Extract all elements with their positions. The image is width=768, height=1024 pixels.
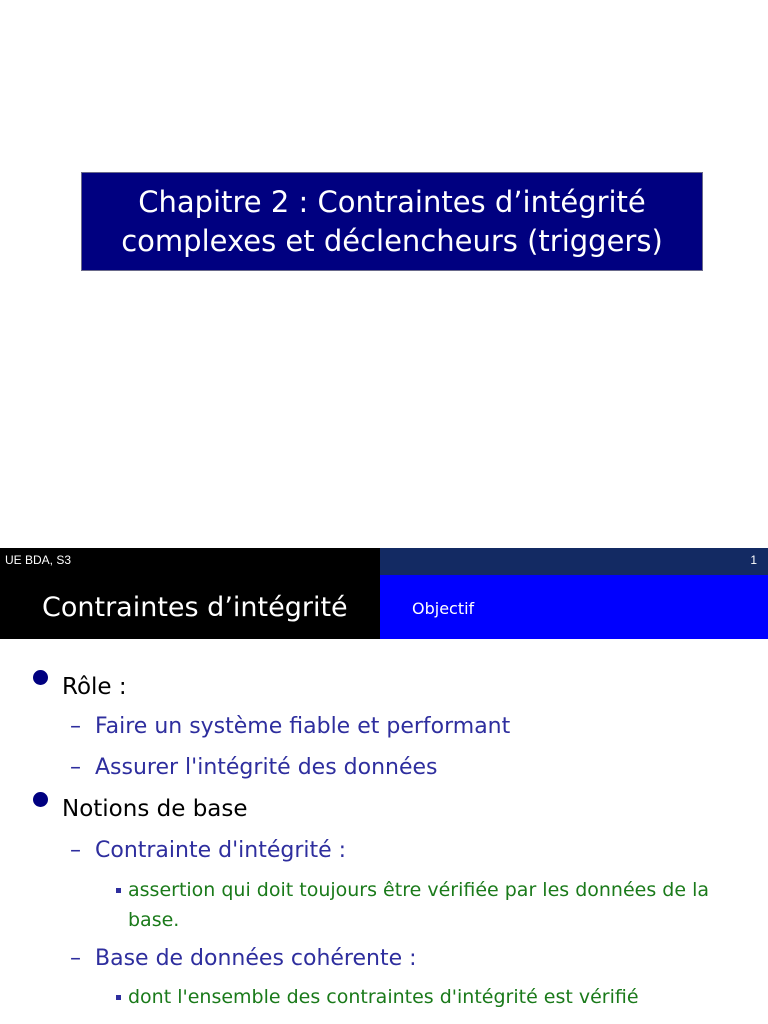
- dash-icon: –: [70, 755, 81, 780]
- bullet-icon: [33, 792, 48, 807]
- dash-icon: –: [70, 714, 81, 739]
- course-label: UE BDA, S3: [5, 553, 72, 567]
- chapter-title-line-1: Chapitre 2 : Contraintes d’intégrité: [138, 184, 646, 219]
- page-number: 1: [750, 553, 757, 567]
- list-item-label: Base de données cohérente :: [95, 946, 417, 971]
- bullet-icon: [33, 670, 48, 685]
- list-item-label: Contrainte d'intégrité :: [95, 838, 347, 863]
- dash-icon: –: [70, 946, 81, 971]
- list-item-label: Faire un système fiable et performant: [95, 714, 511, 739]
- bullet-list: [0, 548, 768, 1024]
- list-item-label: Rôle :: [62, 674, 127, 700]
- content-slide: [0, 548, 768, 1024]
- slide-title: Contraintes d’intégrité: [42, 592, 348, 623]
- list-item-label: dont l'ensemble des contraintes d'intégrité est vérifié: [128, 986, 639, 1008]
- square-bullet-icon: [116, 888, 121, 893]
- section-label: Objectif: [412, 599, 475, 618]
- dash-icon: –: [70, 838, 81, 863]
- list-item-label: Notions de base: [62, 796, 248, 822]
- chapter-title-line-2: complexes et déclencheurs (triggers): [121, 223, 663, 258]
- list-item-label: assertion qui doit toujours être vérifiée par les données de la base.: [128, 879, 709, 931]
- chapter-title-box: [81, 172, 703, 271]
- list-item-label: Assurer l'intégrité des données: [95, 755, 438, 780]
- square-bullet-icon: [116, 995, 121, 1000]
